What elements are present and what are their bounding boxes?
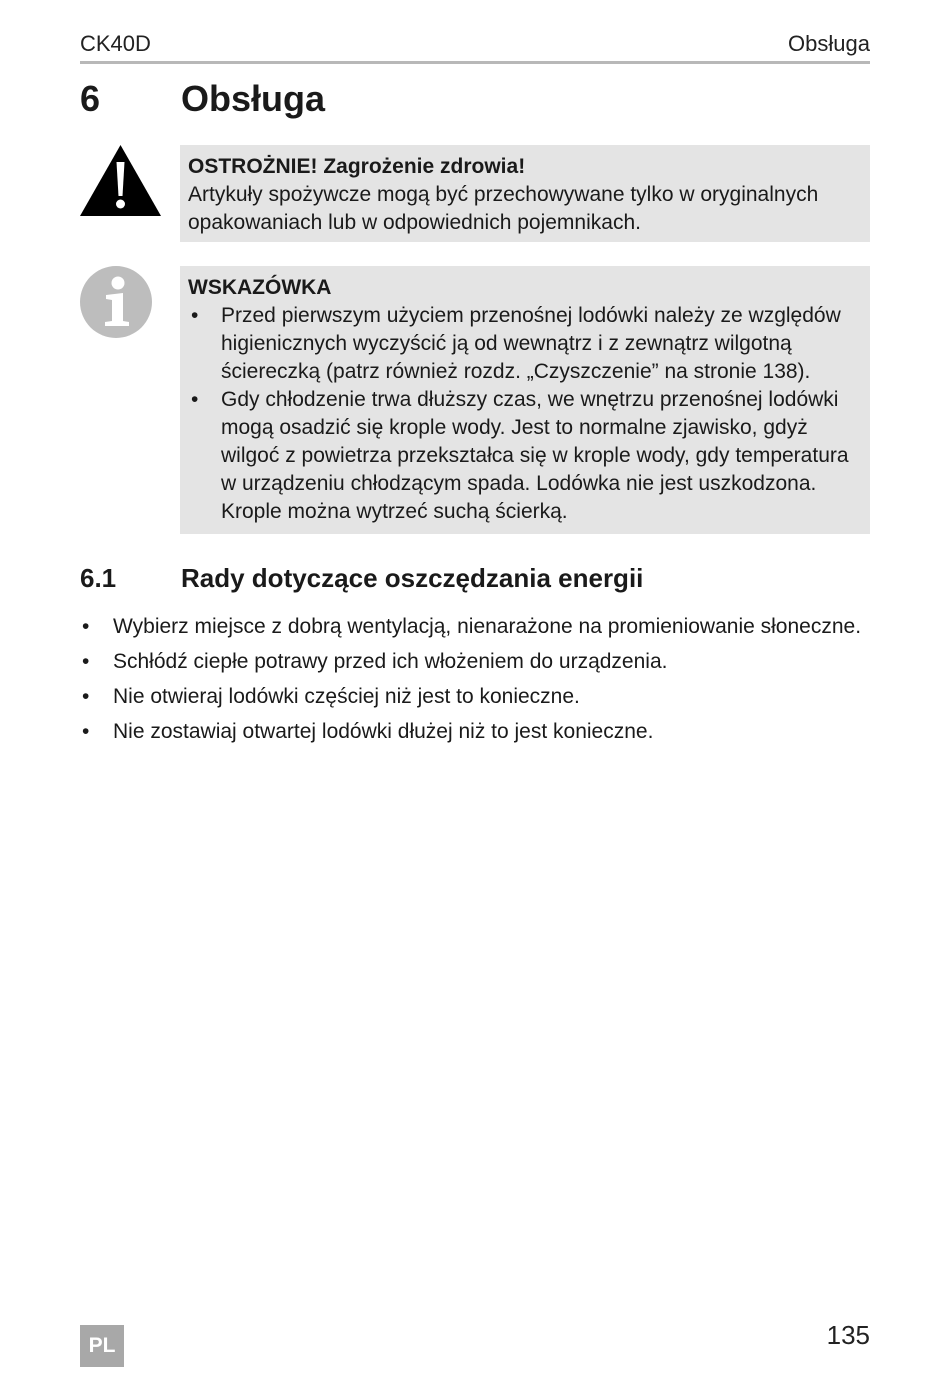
hint-notice	[180, 266, 870, 534]
page-header-section: Obsługa	[788, 31, 870, 56]
bullet: •	[82, 720, 90, 743]
language-badge: PL	[80, 1325, 124, 1367]
hint-item	[188, 302, 860, 386]
section-title: Rady dotyczące oszczędzania energii	[181, 563, 644, 593]
bullet: •	[191, 388, 199, 411]
bullet: •	[82, 650, 90, 673]
section-number: 6.1	[80, 563, 117, 593]
page-header-model: CK40D	[80, 31, 151, 56]
list-item	[80, 718, 880, 753]
bullet: •	[191, 304, 199, 327]
bullet: •	[82, 615, 90, 638]
info-icon	[80, 266, 152, 338]
page-number: 135	[826, 1320, 870, 1350]
header-rule	[80, 61, 870, 64]
bullet: •	[82, 685, 90, 708]
list-item	[80, 683, 880, 718]
hint-item-text: Gdy chłodzenie trwa dłuższy czas, we wnętrzu przenośnej lodówki mogą osadzić się krople wody. Jest to normalne zjawisko, gdyż wilgoć z powietrza przekształca się w krople wody, gdy temperatura w urządzeniu chłodzącym spada. Lodówka nie jest uszkodzona. Krople można wytrzeć suchą ścierką.	[221, 388, 849, 523]
list-item-text: Nie otwieraj lodówki częściej niż jest to konieczne.	[113, 685, 580, 708]
list-item-text: Nie zostawiaj otwartej lodówki dłużej niż to jest konieczne.	[113, 720, 654, 743]
list-item	[80, 613, 880, 648]
hint-list	[188, 302, 860, 526]
energy-tips-list	[80, 613, 880, 753]
chapter-title: Obsługa	[181, 78, 326, 119]
list-item	[80, 648, 880, 683]
chapter-number: 6	[80, 78, 101, 119]
hint-title: WSKAZÓWKA	[188, 276, 332, 299]
warning-triangle-icon	[80, 145, 161, 216]
list-item-text: Wybierz miejsce z dobrą wentylacją, nienarażone na promieniowanie słoneczne.	[113, 615, 862, 638]
caution-title: OSTROŻNIE! Zagrożenie zdrowia!	[188, 155, 526, 178]
hint-item-text: Przed pierwszym użyciem przenośnej lodówki należy ze względów higienicznych wyczyścić ją od wewnątrz i z zewnątrz wilgotną ściereczką (patrz również rozdz. „Czyszczenie” na stronie 138).	[221, 304, 841, 383]
list-item-text: Schłódź ciepłe potrawy przed ich włożeniem do urządzenia.	[113, 650, 668, 673]
caution-notice	[180, 145, 870, 242]
caution-text: Artykuły spożywcze mogą być przechowywane tylko w oryginalnych opakowaniach lub w odpowiednich pojemnikach.	[188, 183, 819, 234]
hint-item	[188, 386, 860, 526]
